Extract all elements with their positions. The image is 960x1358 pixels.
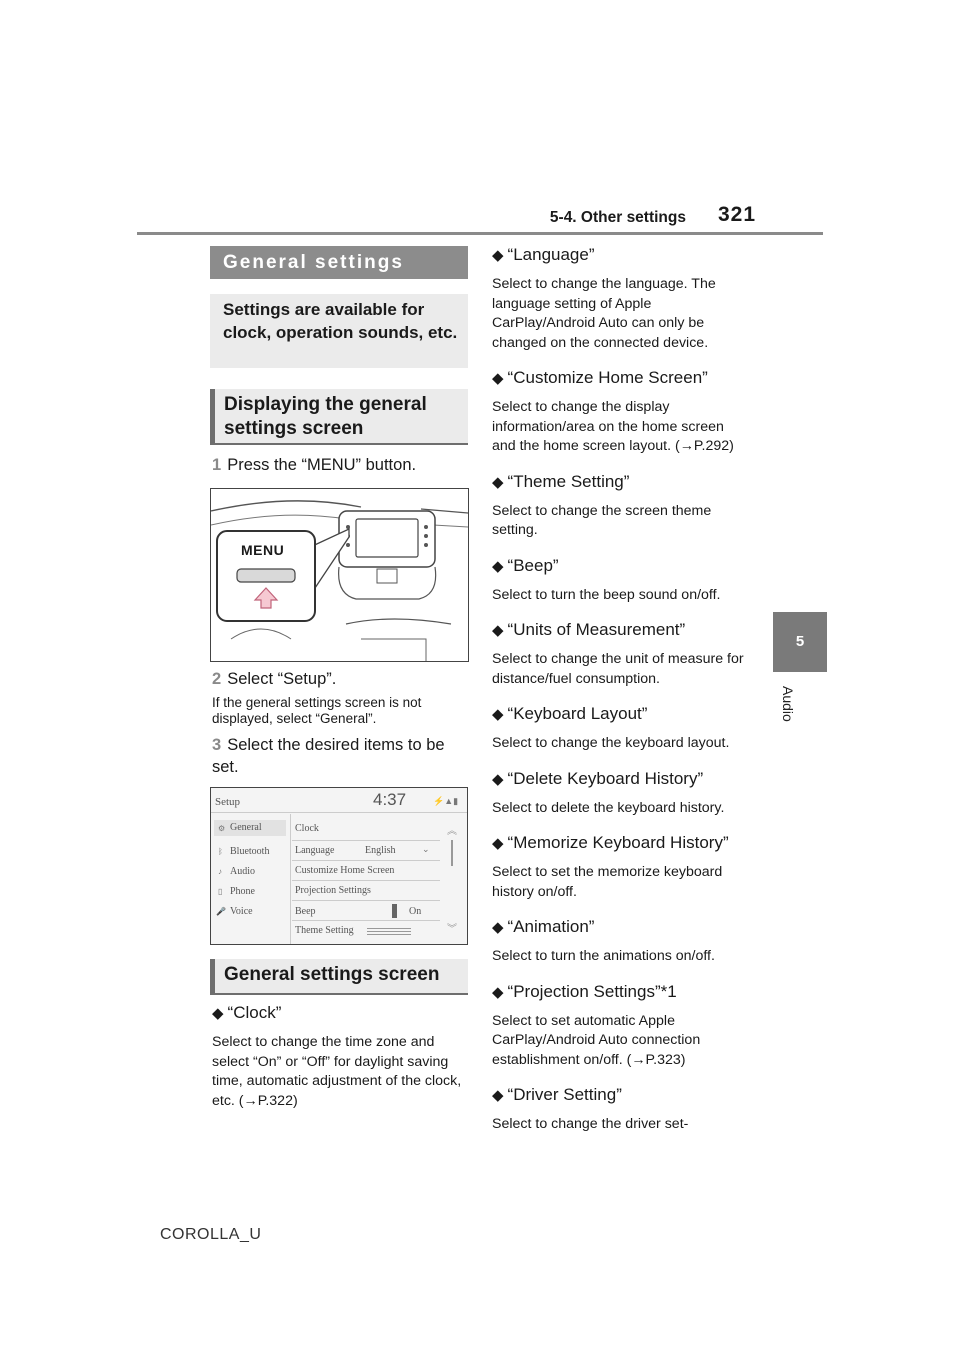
row-divider [292,860,440,861]
bullet-icon: ◆ [492,919,504,936]
bullet-icon: ◆ [492,370,504,387]
setup-screen-figure [210,787,468,945]
step-number: 2 [212,670,222,688]
row-customize-home[interactable]: Customize Home Screen [295,865,395,876]
row-theme[interactable]: Theme Setting [295,925,354,936]
item-title [492,981,747,1004]
menu-button-label: MENU [241,542,285,558]
item-projection [492,981,747,1071]
row-projection[interactable]: Projection Settings [295,885,371,896]
setup-side-menu [211,814,289,945]
step-2 [212,668,336,690]
header-divider [137,232,823,235]
step-text: Select the desired items to be set. [212,736,445,776]
bullet-icon: ◆ [492,247,504,264]
item-title [212,1002,472,1025]
bullet-icon: ◆ [492,770,504,788]
intro-box: Settings are available for clock, operation sounds, etc. [210,294,468,368]
menu-voice[interactable]: Voice [230,906,253,917]
step-number: 1 [212,456,222,474]
language-value: English [365,845,396,856]
item-desc: Select to change the screen theme setting. [492,502,712,538]
item-title [492,768,747,791]
status-icons: ⚡▲▮ [433,796,459,806]
beep-value[interactable]: On [409,906,422,917]
menu-phone[interactable]: Phone [230,886,255,897]
bullet-icon: ◆ [492,706,504,723]
row-clock[interactable]: Clock [295,823,319,834]
item-title-text: “Memorize Keyboard History” [507,833,729,852]
theme-preview [367,928,411,929]
item-desc: Select to delete the keyboard history. [492,799,725,816]
setup-vertical-divider [290,814,291,944]
step-1 [212,454,416,476]
bullet-icon: ◆ [212,1005,224,1022]
setup-title: Setup [215,796,241,808]
item-desc: Select to change the time zone and select “On” or “Off” for daylight saving time, automatic adjustment of the clock, etc. (→P.322) [212,1034,462,1109]
menu-general[interactable]: General [214,820,286,836]
menu-bluetooth[interactable]: Bluetooth [230,846,270,857]
scrollbar[interactable] [451,840,453,866]
row-divider [292,900,440,901]
row-divider [292,840,440,841]
gear-icon: ⚙ [218,824,226,833]
scroll-down-icon[interactable]: ︾ [447,924,457,935]
item-desc: Select to change the unit of measure for distance/fuel consumption. [492,651,744,687]
item-title [492,703,747,726]
row-beep[interactable]: Beep [295,906,316,917]
item-title-text: “Beep” [507,555,559,575]
row-divider [292,920,440,921]
page-number: 321 [718,203,757,226]
item-theme [492,471,747,541]
item-memorize-history [492,832,747,902]
bullet-icon: ◆ [492,557,504,575]
item-units [492,619,747,689]
footer-model: COROLLA_U [160,1226,262,1243]
item-customize-home [492,367,747,457]
item-title-text: “Clock” [227,1003,282,1022]
item-title [492,555,747,578]
item-desc: Select to turn the beep sound on/off. [492,586,721,603]
item-title-text: “Animation” [507,917,595,936]
setup-time: 4:37 [373,790,407,809]
item-title-text: “Language” [507,245,595,264]
chevron-down-icon: ⌄ [422,844,430,854]
item-title-text: “Projection Settings”*1 [507,981,677,1001]
step-text: Select “Setup”. [227,670,337,688]
item-desc: Select to set the memorize keyboard history on/off. [492,864,723,900]
item-language [492,244,747,353]
item-title [492,619,747,642]
bullet-icon: ◆ [492,835,504,852]
item-desc: Select to change the language. The language setting of Apple CarPlay/Android Auto can only be changed on the connected device. [492,276,716,351]
item-title [492,367,747,390]
item-title-text: “Units of Measurement” [507,620,686,639]
row-divider [292,880,440,881]
item-title-text: “Customize Home Screen” [507,368,708,387]
chapter-tab[interactable]: 5 [773,612,827,672]
item-title-text: “Delete Keyboard History” [507,768,704,788]
item-title [492,1084,747,1107]
subheading-displaying: Displaying the general settings screen [210,389,468,445]
item-desc: Select to change the driver set- [492,1116,689,1132]
dashboard-illustration [211,489,468,661]
item-desc: Select to change the keyboard layout. [492,735,730,751]
dashboard-figure [210,488,469,662]
chapter-label: Audio [780,686,796,722]
item-title [492,832,747,855]
music-note-icon: ♪ [218,867,222,876]
voice-icon: 🎤 [216,907,226,916]
item-desc: Select to set automatic Apple CarPlay/Android Auto connection establishment on/off. (→P.323) [492,1012,701,1068]
subheading-general-screen: General settings screen [210,959,468,995]
item-keyboard-layout [492,703,747,754]
item-beep [492,555,747,606]
setup-divider [211,812,468,813]
step-2-note: If the general settings screen is not displayed, select “General”. [212,695,422,726]
menu-audio[interactable]: Audio [230,866,255,877]
item-delete-history [492,768,747,819]
item-title-text: “Theme Setting” [507,471,630,491]
bullet-icon: ◆ [492,473,504,491]
bullet-icon: ◆ [492,1087,504,1104]
item-desc: Select to turn the animations on/off. [492,948,715,964]
item-driver-setting [492,1084,747,1135]
bullet-icon: ◆ [492,983,504,1001]
item-desc: Select to change the display information/area on the home screen and the home screen layout. (→P.292) [492,399,734,454]
step-text: Press the “MENU” button. [227,456,417,474]
section-title: 5-4. Other settings [549,209,686,226]
scroll-up-icon[interactable]: ︽ [447,826,457,837]
right-column [492,244,747,1149]
item-title [492,916,747,939]
phone-icon: ▯ [218,887,223,896]
item-clock [212,1002,472,1111]
item-title-text: “Driver Setting” [507,1085,622,1104]
bluetooth-icon: ᛒ [218,847,223,856]
step-number: 3 [212,736,222,754]
step-3 [212,734,462,778]
beep-toggle-indicator [392,904,397,918]
section-heading: General settings [210,246,468,279]
row-language[interactable]: Language [295,845,335,856]
item-title [492,471,747,494]
item-title-text: “Keyboard Layout” [507,704,648,723]
item-animation [492,916,747,967]
item-title [492,244,747,267]
bullet-icon: ◆ [492,622,504,639]
